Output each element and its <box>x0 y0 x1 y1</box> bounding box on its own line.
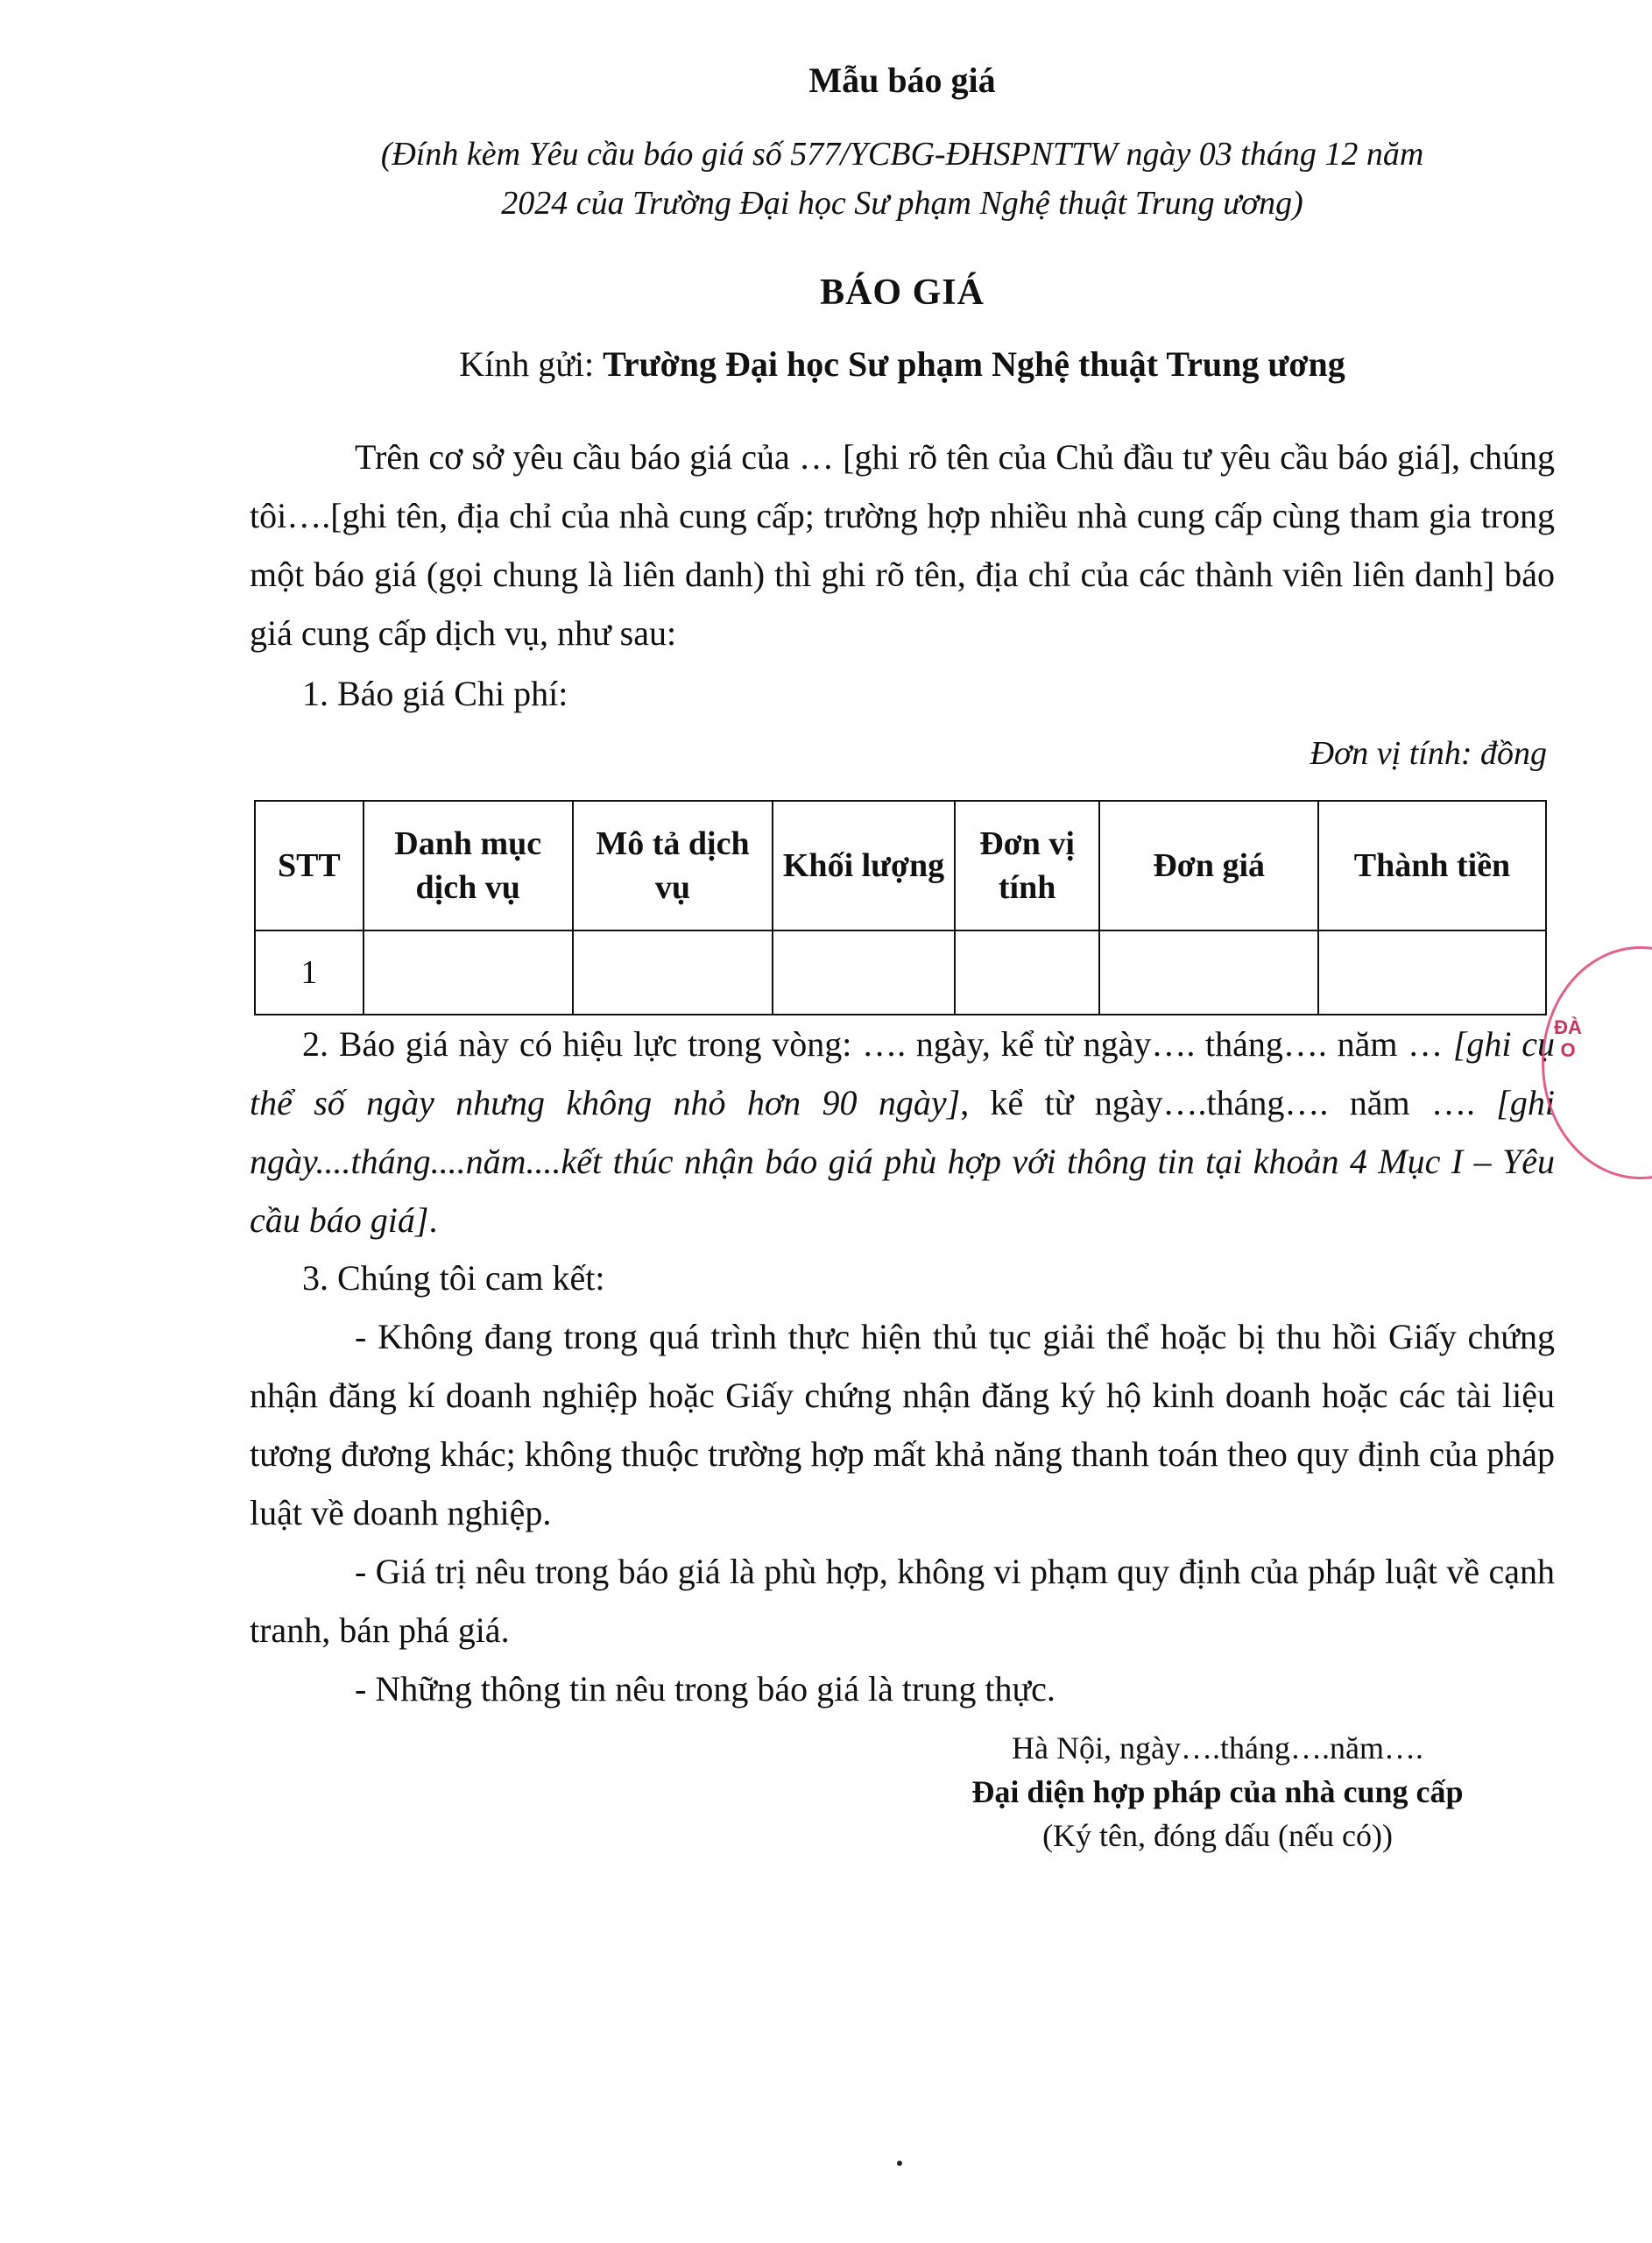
section-3-heading: 3. Chúng tôi cam kết: <box>302 1258 605 1298</box>
price-table <box>254 800 1547 1015</box>
section-2-text-5: . <box>428 1200 438 1240</box>
document-title: BÁO GIÁ <box>820 272 985 313</box>
section-1-heading: 1. Báo giá Chi phí: <box>302 674 568 713</box>
section-2-paragraph <box>250 1015 1555 1249</box>
table-header-row <box>255 801 1546 930</box>
form-title: Mẫu báo giá <box>808 60 996 100</box>
cell-service-description <box>573 930 773 1015</box>
cell-stt: 1 <box>255 930 364 1015</box>
commitment-item: - Những thông tin nêu trong báo giá là trung thực. <box>355 1669 1055 1709</box>
recipient-label: Kính gửi: <box>459 344 604 384</box>
header-total: Thành tiền <box>1318 801 1546 930</box>
header-service-description: Mô tả dịch vụ <box>573 801 773 930</box>
section-2-text-3: , kể từ ngày….tháng…. năm …. <box>960 1083 1497 1122</box>
header-service-list: Danh mục dịch vụ <box>364 801 573 930</box>
recipient-line <box>245 343 1559 385</box>
cell-unit <box>955 930 1100 1015</box>
stamp-fragment-text: ĐÀO <box>1554 1016 1582 1061</box>
cell-quantity <box>773 930 955 1015</box>
header-quantity: Khối lượng <box>773 801 955 930</box>
signature-note: (Ký tên, đóng dấu (nếu có)) <box>1042 1818 1393 1853</box>
cell-total <box>1318 930 1546 1015</box>
table-row <box>255 930 1546 1015</box>
signature-block <box>876 1726 1559 1857</box>
attachment-note-line-1: (Đính kèm Yêu cầu báo giá số 577/YCBG-ĐHSPNTTW ngày 03 tháng 12 năm <box>380 136 1424 173</box>
signer-title: Đại diện hợp pháp của nhà cung cấp <box>971 1774 1464 1809</box>
attachment-note <box>245 130 1559 228</box>
header-stt: STT <box>255 801 364 930</box>
section-2-text-4: [ghi ngày....tháng....năm....kết thúc nhận báo giá phù hợp với thông tin tại khoản 4 Mục I – Yêu cầu báo giá] <box>250 1083 1555 1240</box>
place-date: Hà Nội, ngày….tháng….năm…. <box>1012 1730 1423 1765</box>
header-unit-price: Đơn giá <box>1099 801 1318 930</box>
attachment-note-line-2: 2024 của Trường Đại học Sư phạm Nghệ thuật Trung ương) <box>501 185 1303 222</box>
commitment-item: - Không đang trong quá trình thực hiện thủ tục giải thể hoặc bị thu hồi Giấy chứng nhận đăng kí doanh nghiệp hoặc Giấy chứng nhận đăng ký hộ kinh doanh hoặc các tài liệu tương đương khác; không thuộc trường hợp mất khả năng thanh toán theo quy định của pháp luật về doanh nghiệp. <box>250 1317 1555 1532</box>
scan-speck <box>897 2161 902 2166</box>
intro-paragraph: Trên cơ sở yêu cầu báo giá của … [ghi rõ tên của Chủ đầu tư yêu cầu báo giá], chúng tôi….[ghi tên, địa chỉ của nhà cung cấp; trường hợp nhiều nhà cung cấp cùng tham gia trong một báo giá (gọi chung là liên danh) thì ghi rõ tên, địa chỉ của các thành viên liên danh] báo giá cung cấp dịch vụ, như sau: <box>250 437 1555 653</box>
cell-service-list <box>364 930 573 1015</box>
red-stamp-icon <box>1542 946 1652 1179</box>
header-unit: Đơn vị tính <box>955 801 1100 930</box>
commitment-item: - Giá trị nêu trong báo giá là phù hợp, không vi phạm quy định của pháp luật về cạnh tranh, bán phá giá. <box>250 1552 1555 1650</box>
unit-note: Đơn vị tính: đồng <box>1310 735 1547 772</box>
cell-unit-price <box>1099 930 1318 1015</box>
section-2-text-2: [ghi cụ thể số ngày nhưng không nhỏ hơn 90 ngày] <box>250 1024 1555 1122</box>
section-2-text-1: 2. Báo giá này có hiệu lực trong vòng: …. ngày, kể từ ngày…. tháng…. năm … <box>302 1024 1453 1064</box>
recipient-name: Trường Đại học Sư phạm Nghệ thuật Trung ương <box>603 344 1345 384</box>
